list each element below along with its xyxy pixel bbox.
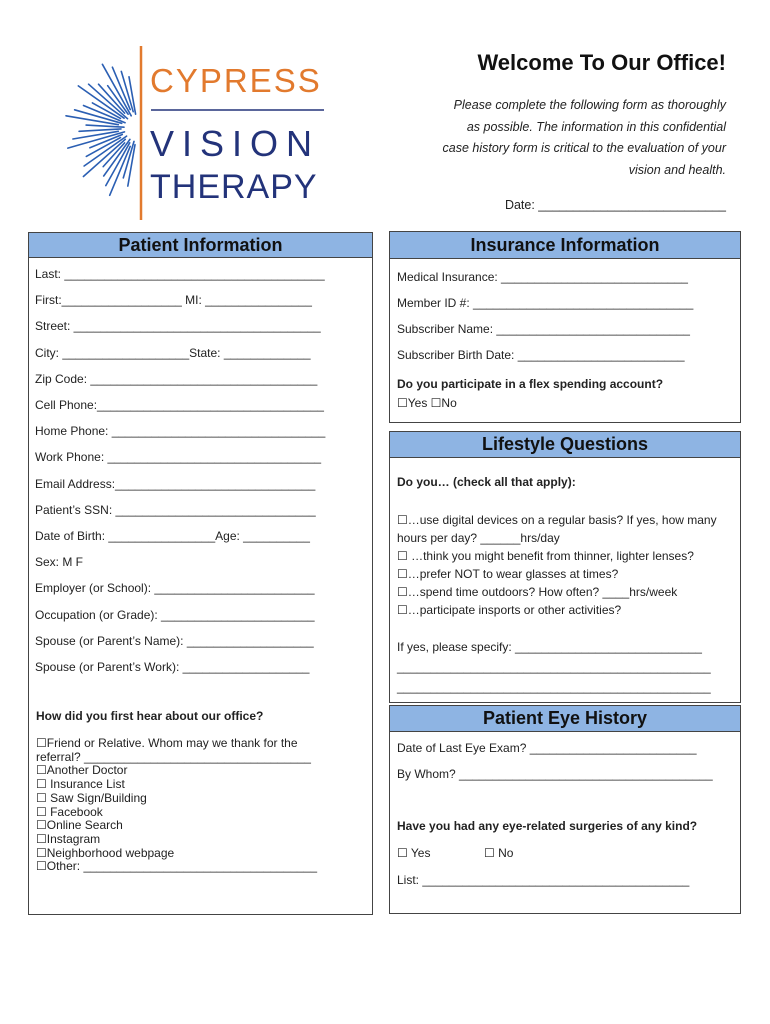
flex-spending-options[interactable]: ☐Yes ☐No — [397, 396, 457, 410]
hear-option-insurance-list[interactable]: ☐ Insurance List — [36, 777, 125, 792]
lifestyle-prompt: Do you… (check all that apply): — [397, 475, 576, 489]
by-whom-field[interactable]: By Whom? ______________________________________ — [397, 767, 713, 781]
logo-line-vision: VISION — [150, 123, 321, 164]
hear-option-neighborhood[interactable]: ☐Neighborhood webpage — [36, 845, 175, 860]
lifestyle-specify-line[interactable]: _______________________________________________ — [397, 680, 711, 694]
last-name-field[interactable]: Last: _______________________________________ — [35, 267, 325, 281]
date-field[interactable]: Date: ___________________________ — [504, 198, 726, 212]
logo-ray — [83, 139, 125, 176]
cell-phone-field[interactable]: Cell Phone:__________________________________ — [35, 398, 324, 412]
hear-option-facebook[interactable]: ☐ Facebook — [36, 804, 103, 819]
zip-code-field[interactable]: Zip Code: __________________________________ — [35, 371, 318, 386]
lifestyle-questions-header: Lifestyle Questions — [390, 432, 740, 458]
medical-insurance-field[interactable]: Medical Insurance: ____________________________ — [397, 270, 688, 284]
hear-option-other[interactable]: ☐Other: ___________________________________ — [36, 859, 318, 874]
hear-about-question: How did you first hear about our office? — [36, 709, 264, 723]
sex-field[interactable]: Sex: M F — [35, 555, 84, 570]
eye-history-header: Patient Eye History — [390, 706, 740, 732]
home-phone-field[interactable]: Home Phone: ________________________________ — [35, 424, 326, 439]
flex-spending-question: Do you participate in a flex spending account? — [397, 377, 664, 391]
page-title: Welcome To Our Office! — [477, 50, 726, 75]
occupation-field[interactable]: Occupation (or Grade): _______________________ — [35, 607, 315, 622]
surgery-question: Have you had any eye-related surgeries of any kind? — [397, 819, 698, 833]
lifestyle-option-hours-per-day[interactable]: hours per day? ______hrs/day — [397, 531, 560, 545]
lifestyle-option-thinner-lenses[interactable]: ☐ …think you might benefit from thinner, lighter lenses? — [397, 549, 694, 563]
lifestyle-option-sports[interactable]: ☐…participate insports or other activities? — [397, 603, 622, 617]
lifestyle-option-outdoors[interactable]: ☐…spend time outdoors? How often? ____hrs/week — [397, 585, 678, 599]
last-eye-exam-field[interactable]: Date of Last Eye Exam? _________________________ — [397, 741, 697, 755]
date-of-birth-field[interactable]: Date of Birth: ________________Age: __________ — [35, 529, 310, 543]
employer-field[interactable]: Employer (or School): ________________________ — [35, 581, 315, 596]
hear-about-options — [36, 737, 317, 874]
intro-line: as possible. The information in this confidential — [466, 119, 726, 134]
member-id-field[interactable]: Member ID #: _________________________________ — [397, 296, 694, 310]
hear-option-another-doctor[interactable]: ☐Another Doctor — [36, 763, 128, 778]
surgery-yes-checkbox[interactable]: ☐ Yes — [397, 846, 431, 860]
sunburst-logo-icon — [58, 44, 348, 224]
intro-line: Please complete the following form as thoroughly — [453, 98, 726, 112]
work-phone-field[interactable]: Work Phone: ________________________________ — [35, 450, 322, 465]
intro-text — [380, 95, 726, 181]
street-field[interactable]: Street: _____________________________________ — [35, 319, 321, 334]
intro-line: vision and health. — [628, 162, 726, 177]
hear-option-online-search[interactable]: ☐Online Search — [36, 818, 123, 833]
lifestyle-option-no-glasses[interactable]: ☐…prefer NOT to wear glasses at times? — [397, 567, 619, 581]
subscriber-birth-date-field[interactable]: Subscriber Birth Date: _________________________ — [397, 348, 685, 362]
spouse-work-field[interactable]: Spouse (or Parent’s Work): ___________________ — [35, 660, 310, 674]
hear-option-instagram[interactable]: ☐Instagram — [36, 831, 101, 846]
lifestyle-specify — [397, 637, 711, 697]
lifestyle-option-digital-devices[interactable]: ☐…use digital devices on a regular basis? If yes, how many — [397, 513, 717, 527]
hear-option-friend[interactable]: ☐Friend or Relative. Whom may we thank for the — [36, 736, 298, 750]
lifestyle-options — [397, 511, 717, 619]
patient-ssn-field[interactable]: Patient’s SSN: ______________________________ — [35, 502, 316, 517]
lifestyle-specify-line[interactable]: If yes, please specify: ____________________________ — [397, 640, 702, 654]
patient-information-header: Patient Information — [29, 233, 372, 258]
lifestyle-specify-line[interactable]: _______________________________________________ — [397, 660, 711, 674]
logo-ray — [79, 129, 121, 131]
email-address-field[interactable]: Email Address:______________________________ — [35, 476, 316, 491]
surgery-list-field[interactable]: List: ________________________________________ — [397, 873, 690, 887]
subscriber-name-field[interactable]: Subscriber Name: _____________________________ — [397, 322, 690, 336]
cypress-vision-therapy-logo — [58, 44, 348, 224]
logo-line-cypress: CYPRESS — [150, 62, 322, 99]
first-name-field[interactable]: First:__________________ MI: ________________ — [35, 293, 312, 308]
surgery-no-checkbox[interactable]: ☐ No — [484, 846, 514, 860]
intro-line: case history form is critical to the evaluation of your — [442, 141, 726, 155]
hear-option-referral-line[interactable]: referral? __________________________________ — [36, 749, 311, 764]
city-state-field[interactable]: City: ___________________State: _____________ — [35, 345, 311, 360]
logo-ray — [106, 143, 130, 186]
spouse-name-field[interactable]: Spouse (or Parent’s Name): ___________________ — [35, 633, 314, 648]
insurance-information-header: Insurance Information — [390, 232, 740, 259]
logo-ray — [84, 136, 127, 166]
logo-line-therapy: THERAPY — [150, 168, 318, 206]
hear-option-saw-sign[interactable]: ☐ Saw Sign/Building — [36, 790, 147, 805]
